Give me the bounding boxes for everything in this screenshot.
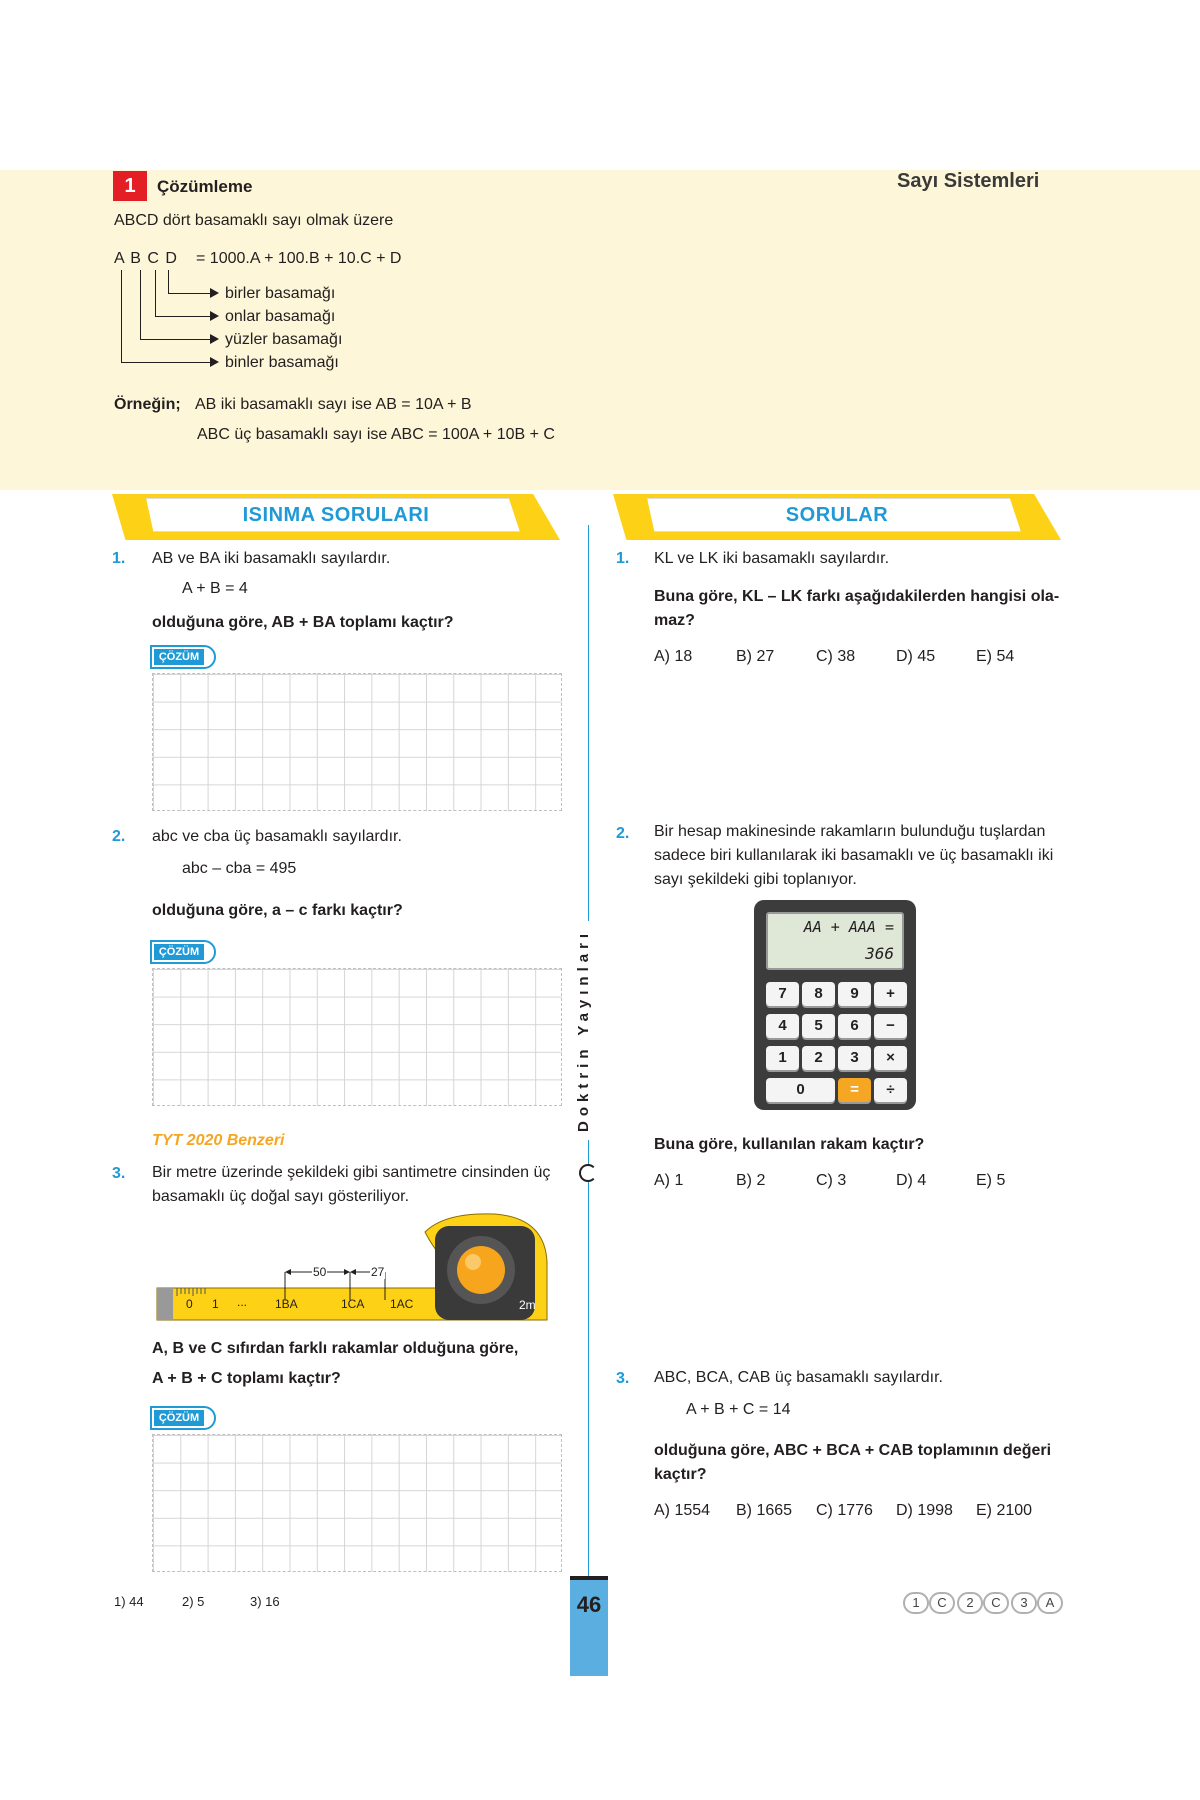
question-number: 2. [112, 828, 126, 845]
calculator-display [766, 912, 904, 970]
option-e[interactable]: E) 54 [976, 648, 1015, 665]
tape-mark-1ca: 1CA [341, 1297, 365, 1311]
calculator-key: × [874, 1046, 907, 1070]
question-ask: Buna göre, KL – LK farkı aşağıdakilerden hangisi ola- [654, 588, 1060, 605]
option-d[interactable]: D) 1998 [896, 1502, 953, 1519]
solution-grid[interactable] [152, 1434, 562, 1572]
tape-mark-1ac: 1AC [390, 1297, 414, 1311]
option-c[interactable]: C) 1776 [816, 1502, 873, 1519]
answer-key-letter: C [929, 1592, 955, 1614]
calculator-key: + [874, 982, 907, 1006]
topic-number-badge: 1 [113, 171, 147, 201]
solution-tag: ÇÖZÜM [150, 645, 216, 669]
chapter-title: Sayı Sistemleri [897, 170, 1040, 192]
questions-title: SORULAR [785, 504, 889, 526]
option-e[interactable]: E) 2100 [976, 1502, 1033, 1519]
tape-distance-27: 27 [371, 1265, 385, 1279]
topic-title: Çözümleme [157, 177, 253, 196]
answer-key-letter: C [983, 1592, 1009, 1614]
calculator-key: 0 [766, 1078, 835, 1102]
publisher-name: Doktrin Yayınları [575, 921, 592, 1140]
display-result: 366 [865, 944, 894, 963]
question-given: A + B = 4 [182, 580, 248, 597]
question-text: Bir hesap makinesinde rakamların bulunduğu tuşlardan [654, 823, 1046, 840]
answer-key-number: 2 [957, 1592, 983, 1614]
question-ask: olduğuna göre, a – c farkı kaçtır? [152, 902, 403, 919]
calculator-key: 1 [766, 1046, 799, 1070]
option-b[interactable]: B) 1665 [736, 1502, 793, 1519]
example-label: Örneğin; [114, 396, 181, 413]
question-ask-cont: kaçtır? [654, 1466, 707, 1483]
tape-distance-50: 50 [313, 1265, 327, 1279]
question-ask: olduğuna göre, ABC + BCA + CAB toplamının değeri [654, 1442, 1052, 1459]
calculator-key: ÷ [874, 1078, 907, 1102]
option-b[interactable]: B) 27 [736, 648, 775, 665]
option-d[interactable]: D) 45 [896, 648, 936, 665]
option-d[interactable]: D) 4 [896, 1172, 927, 1189]
option-e[interactable]: E) 5 [976, 1172, 1006, 1189]
question-text: abc ve cba üç basamaklı sayılardır. [152, 828, 402, 845]
page-number: 46 [570, 1580, 608, 1676]
calculator-key: 7 [766, 982, 799, 1006]
calculator-key: − [874, 1014, 907, 1038]
option-c[interactable]: C) 38 [816, 648, 856, 665]
tape-mark-1ba: 1BA [275, 1297, 298, 1311]
tape-dots: ... [237, 1295, 248, 1309]
question-given: A + B + C = 14 [686, 1401, 791, 1418]
question-number: 1. [112, 550, 126, 567]
tape-zero: 0 [186, 1297, 193, 1311]
answer-key-number: 1 [903, 1592, 929, 1614]
question-number: 1. [616, 550, 630, 567]
option-c[interactable]: C) 3 [816, 1172, 847, 1189]
question-text: AB ve BA iki basamaklı sayılardır. [152, 550, 391, 567]
example-two-digit: AB iki basamaklı sayı ise AB = 10A + B [195, 396, 472, 413]
arrow-icon [210, 357, 219, 367]
warmup-answer-2: 2) 5 [182, 1594, 205, 1609]
calculator-key: 8 [802, 982, 835, 1006]
question-text-cont: sayı şekildeki gibi toplanıyor. [654, 871, 857, 888]
warmup-title: ISINMA SORULARI [242, 504, 430, 526]
option-a[interactable]: A) 1554 [654, 1502, 711, 1519]
question-source: TYT 2020 Benzeri [152, 1132, 285, 1149]
calculator-key: 2 [802, 1046, 835, 1070]
question-text: ABC, BCA, CAB üç basamaklı sayılardır. [654, 1369, 943, 1386]
intro-text: ABCD dört basamaklı sayı olmak üzere [114, 212, 394, 229]
expansion-formula: = 1000.A + 100.B + 10.C + D [196, 250, 402, 267]
warmup-answer-3: 3) 16 [250, 1594, 280, 1609]
arrow-icon [210, 334, 219, 344]
example-three-digit: ABC üç basamaklı sayı ise ABC = 100A + 10B + C [197, 426, 555, 443]
place-thousands: binler basamağı [225, 354, 339, 371]
question-ask-cont: A + B + C toplamı kaçtır? [152, 1370, 341, 1387]
abcd-label: A B C D [114, 250, 178, 267]
question-text-cont: basamaklı üç doğal sayı gösteriliyor. [152, 1188, 410, 1205]
calculator-key: 5 [802, 1014, 835, 1038]
warmup-answer-1: 1) 44 [114, 1594, 144, 1609]
answer-key-letter: A [1037, 1592, 1063, 1614]
solution-grid[interactable] [152, 673, 562, 811]
calculator-key: 9 [838, 982, 871, 1006]
questions-banner [613, 494, 1061, 540]
tape-length: 2m [519, 1298, 536, 1312]
option-a[interactable]: A) 1 [654, 1172, 684, 1189]
question-number: 3. [616, 1370, 630, 1387]
question-text: Bir metre üzerinde şekildeki gibi santimetre cinsinden üç [152, 1164, 551, 1181]
calculator-key: 6 [838, 1014, 871, 1038]
question-ask: Buna göre, kullanılan rakam kaçtır? [654, 1136, 925, 1153]
warmup-banner [112, 494, 560, 540]
calculator-key: 3 [838, 1046, 871, 1070]
question-ask-cont: maz? [654, 612, 695, 629]
place-hundreds: yüzler basamağı [225, 331, 343, 348]
tape-one: 1 [212, 1297, 219, 1311]
option-a[interactable]: A) 18 [654, 648, 693, 665]
calculator-figure [754, 900, 916, 1110]
solution-tag: ÇÖZÜM [150, 1406, 216, 1430]
arrow-icon [210, 311, 219, 321]
calculator-key: = [838, 1078, 871, 1102]
question-number: 3. [112, 1165, 126, 1182]
solution-tag: ÇÖZÜM [150, 940, 216, 964]
question-ask: olduğuna göre, AB + BA toplamı kaçtır? [152, 614, 454, 631]
place-tens: onlar basamağı [225, 308, 336, 325]
question-given: abc – cba = 495 [182, 860, 297, 877]
question-number: 2. [616, 825, 630, 842]
question-text: KL ve LK iki basamaklı sayılardır. [654, 550, 890, 567]
place-ones: birler basamağı [225, 285, 336, 302]
display-expression: AA + AAA = [803, 918, 894, 936]
option-b[interactable]: B) 2 [736, 1172, 766, 1189]
answer-key-number: 3 [1011, 1592, 1037, 1614]
calculator-key: 4 [766, 1014, 799, 1038]
question-text-cont: sadece biri kullanılarak iki basamaklı ve üç basamaklı iki [654, 847, 1054, 864]
publisher-logo-icon [579, 1164, 597, 1182]
solution-grid[interactable] [152, 968, 562, 1106]
question-ask: A, B ve C sıfırdan farklı rakamlar olduğuna göre, [152, 1340, 519, 1357]
arrow-icon [210, 288, 219, 298]
